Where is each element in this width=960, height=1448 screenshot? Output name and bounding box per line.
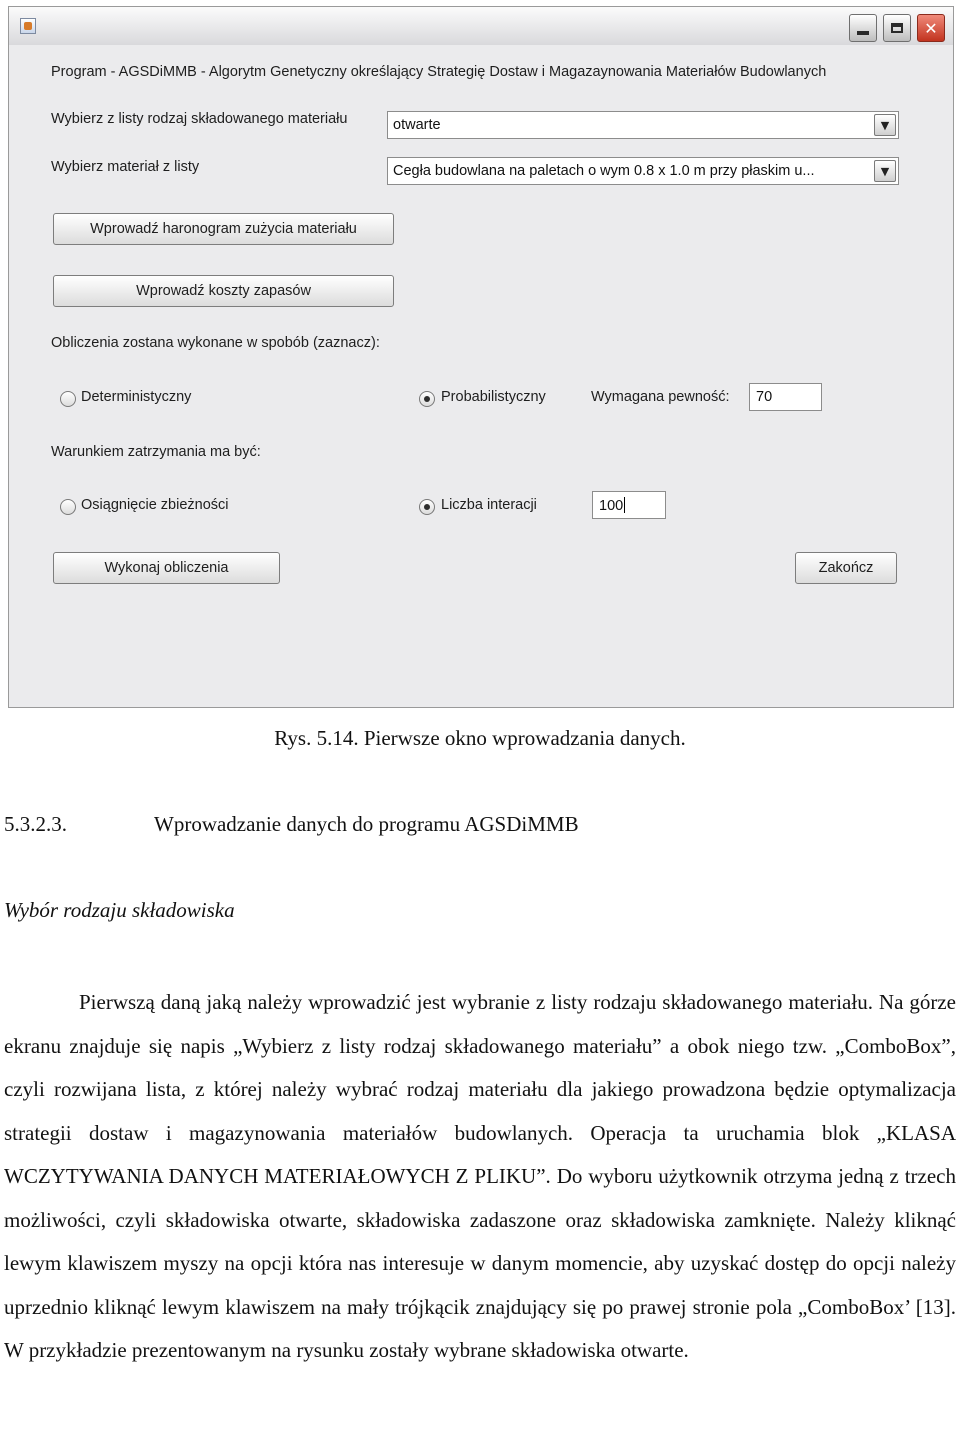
material-selected: Cegła budowlana na paletach o wym 0.8 x 1.0 m przy płaskim u... — [393, 163, 815, 179]
material-label: Wybierz materiał z listy — [51, 159, 200, 175]
subheading: Wybór rodzaju składowiska — [4, 898, 235, 922]
certainty-input[interactable]: 70 — [749, 383, 822, 411]
probabilistic-radio[interactable] — [419, 391, 435, 407]
stop-condition-label: Warunkiem zatrzymania ma być: — [51, 444, 261, 460]
iterations-input[interactable] — [592, 491, 666, 519]
section-number: 5.3.2.3. — [4, 812, 67, 836]
iterations-value: 100 — [599, 498, 624, 514]
calc-mode-label: Obliczenia zostana wykonane w spobób (zaznacz): — [51, 335, 380, 351]
section-heading — [4, 812, 956, 837]
costs-button[interactable]: Wprowadź koszty zapasów — [53, 275, 394, 307]
text-caret — [624, 497, 625, 513]
iterations-label[interactable]: Liczba interacji — [441, 497, 537, 513]
storage-type-label: Wybierz z listy rodzaj składowanego materiału — [51, 111, 348, 127]
probabilistic-label[interactable]: Probabilistyczny — [441, 389, 546, 405]
storage-type-combobox[interactable] — [387, 111, 899, 139]
java-app-icon[interactable] — [20, 18, 36, 34]
deterministic-radio[interactable] — [60, 391, 76, 407]
convergence-label[interactable]: Osiągnięcie zbieżności — [81, 497, 229, 513]
material-dropdown-arrow-icon[interactable]: ▼ — [874, 160, 896, 182]
exit-button[interactable]: Zakończ — [795, 552, 897, 584]
certainty-label: Wymagana pewność: — [591, 389, 730, 405]
material-combobox[interactable] — [387, 157, 899, 185]
deterministic-label[interactable]: Deterministyczny — [81, 389, 192, 405]
storage-type-dropdown-arrow-icon[interactable]: ▼ — [874, 114, 896, 136]
minimize-button[interactable] — [849, 14, 877, 42]
run-calculations-button[interactable]: Wykonaj obliczenia — [53, 552, 280, 584]
iterations-radio[interactable] — [419, 499, 435, 515]
close-button[interactable]: ✕ — [917, 14, 945, 42]
app-window — [8, 6, 954, 708]
section-title: Wprowadzanie danych do programu AGSDiMMB — [154, 812, 579, 836]
program-title-label: Program - AGSDiMMB - Algorytm Genetyczny określający Strategię Dostaw i Magazaynowania Materiałów Budowlanych — [51, 64, 827, 80]
convergence-radio[interactable] — [60, 499, 76, 515]
body-paragraph: Pierwszą daną jaką należy wprowadzić jest wybranie z listy rodzaju składowanego materiału. Na górze ekranu znajduje się napis „Wybierz z listy rodzaj składowanego materiału” a obok niego tzw. „ComboBox”, czyli rozwijana lista, z której należy wybrać rodzaj materiału dla jakiego prowadzona będzie optymalizacja strategii dostaw i magazynowania materiałów budowlanych. Operacja ta uruchamia blok „KLASA WCZYTYWANIA DANYCH MATERIAŁOWYCH Z PLIKU”. Do wyboru użytkownik otrzyma jedną z trzech możliwości, czyli składowiska otwarte, składowiska zadaszone oraz składowiska zamknięte. Należy kliknąć lewym klawiszem myszy na opcji która nas interesuje w danym momencie, aby uzyskać dostęp do opcji należy uprzednio kliknąć lewym klawiszem na mały trójkącik znajdujący się po prawej stronie pola „ComboBox’ [13]. W przykładzie prezentowanym na rysunku zostały wybrane składowiska otwarte. — [4, 990, 956, 1362]
figure-caption: Rys. 5.14. Pierwsze okno wprowadzania danych. — [274, 726, 686, 750]
schedule-button[interactable]: Wprowadź haronogram zużycia materiału — [53, 213, 394, 245]
maximize-button[interactable] — [883, 14, 911, 42]
title-bar[interactable] — [9, 7, 953, 45]
storage-type-selected: otwarte — [393, 117, 441, 133]
